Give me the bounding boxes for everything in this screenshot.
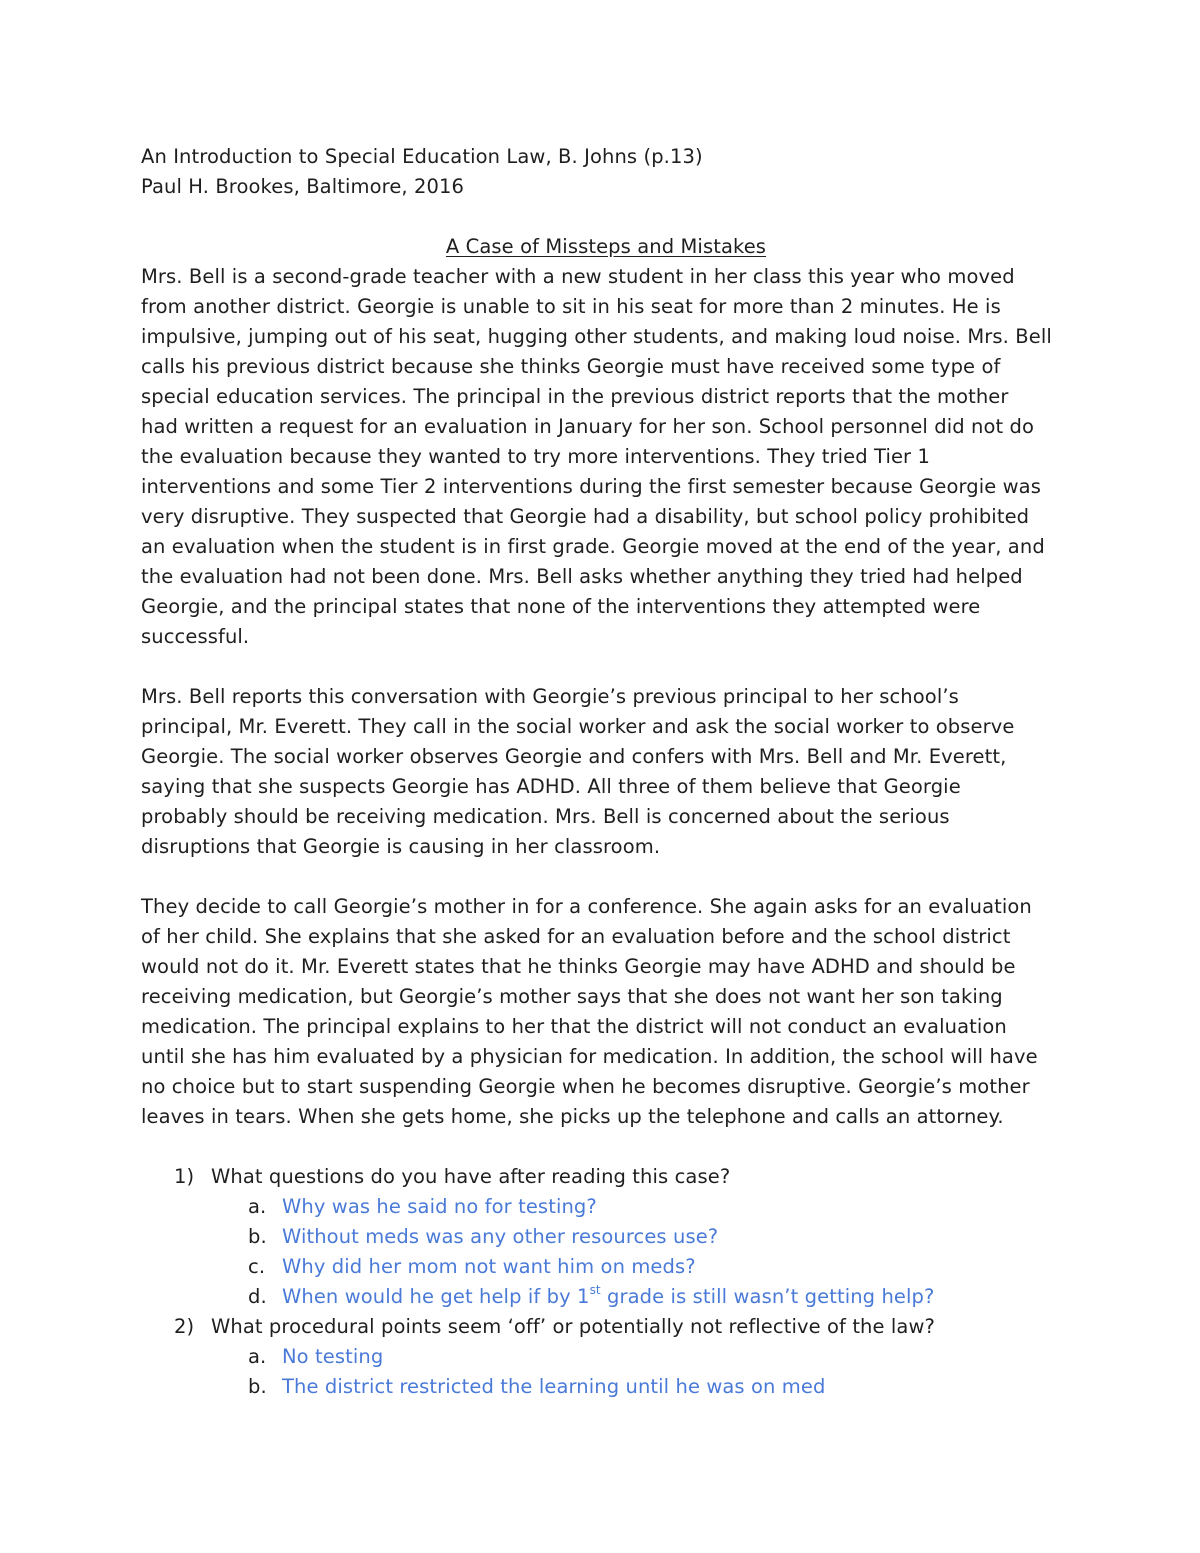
answer-letter: a. bbox=[248, 1345, 267, 1368]
paragraph-line: principal, Mr. Everett. They call in the social worker and ask the social worker to observe bbox=[141, 715, 1015, 738]
case-title: A Case of Missteps and Mistakes bbox=[445, 235, 767, 258]
answer-item bbox=[141, 1192, 1071, 1222]
paragraph-2 bbox=[141, 682, 1071, 862]
document-body bbox=[141, 142, 1071, 1402]
paragraph-line: disruptions that Georgie is causing in her classroom. bbox=[141, 835, 661, 858]
paragraph-spacer bbox=[141, 862, 1071, 892]
paragraph-line: special education services. The principal in the previous district reports that the mother bbox=[141, 385, 1009, 408]
paragraph-line: successful. bbox=[141, 625, 250, 648]
paragraph-line: receiving medication, but Georgie’s mother says that she does not want her son taking bbox=[141, 985, 1003, 1008]
question-list bbox=[141, 1162, 1071, 1402]
question-text: What questions do you have after reading this case? bbox=[211, 1165, 731, 1188]
paragraph-3 bbox=[141, 892, 1071, 1132]
answer-letter: d. bbox=[248, 1285, 267, 1308]
paragraph-line: interventions and some Tier 2 interventions during the first semester because Georgie was bbox=[141, 475, 1041, 498]
paragraph-line: Georgie. The social worker observes Georgie and confers with Mrs. Bell and Mr. Everett, bbox=[141, 745, 1007, 768]
paragraph-line: Georgie, and the principal states that none of the interventions they attempted were bbox=[141, 595, 981, 618]
paragraph-spacer bbox=[141, 1132, 1071, 1162]
answer-text: No testing bbox=[282, 1345, 384, 1368]
question-item bbox=[141, 1162, 1071, 1192]
paragraph-line: probably should be receiving medication. Mrs. Bell is concerned about the serious bbox=[141, 805, 950, 828]
paragraph-line: impulsive, jumping out of his seat, hugging other students, and making loud noise. Mrs. Bell bbox=[141, 325, 1052, 348]
paragraph-line: Mrs. Bell reports this conversation with Georgie’s previous principal to her school’s bbox=[141, 685, 959, 708]
paragraph-line: no choice but to start suspending Georgie when he becomes disruptive. Georgie’s mother bbox=[141, 1075, 1030, 1098]
question-number: 2) bbox=[174, 1315, 195, 1338]
paragraph-line: calls his previous district because she thinks Georgie must have received some type of bbox=[141, 355, 1001, 378]
paragraph-line: of her child. She explains that she asked for an evaluation before and the school district bbox=[141, 925, 1011, 948]
answer-text-after: grade is still wasn’t getting help? bbox=[600, 1285, 935, 1308]
answer-item bbox=[141, 1342, 1071, 1372]
citation-line-1: An Introduction to Special Education Law, B. Johns (p.13) bbox=[141, 145, 703, 168]
answer-text: Why was he said no for testing? bbox=[282, 1195, 597, 1218]
question-item bbox=[141, 1312, 1071, 1342]
answer-text-before: When would he get help if by 1 bbox=[282, 1285, 590, 1308]
paragraph-line: had written a request for an evaluation in January for her son. School personnel did not do bbox=[141, 415, 1035, 438]
answer-item bbox=[141, 1372, 1071, 1402]
paragraph-line: leaves in tears. When she gets home, she picks up the telephone and calls an attorney. bbox=[141, 1105, 1004, 1128]
answer-letter: b. bbox=[248, 1375, 267, 1398]
paragraph-line: They decide to call Georgie’s mother in for a conference. She again asks for an evaluation bbox=[141, 895, 1032, 918]
answer-text: Why did her mom not want him on meds? bbox=[282, 1255, 696, 1278]
ordinal-superscript: st bbox=[589, 1283, 601, 1297]
paragraph-spacer bbox=[141, 652, 1071, 682]
citation-line-2: Paul H. Brookes, Baltimore, 2016 bbox=[141, 175, 465, 198]
answer-letter: b. bbox=[248, 1225, 267, 1248]
paragraph-line: medication. The principal explains to her that the district will not conduct an evaluation bbox=[141, 1015, 1007, 1038]
paragraph-line: would not do it. Mr. Everett states that he thinks Georgie may have ADHD and should be bbox=[141, 955, 1016, 978]
answer-item bbox=[141, 1252, 1071, 1282]
paragraph-line: the evaluation because they wanted to try more interventions. They tried Tier 1 bbox=[141, 445, 930, 468]
paragraph-line: an evaluation when the student is in first grade. Georgie moved at the end of the year, and bbox=[141, 535, 1045, 558]
paragraph-line: Mrs. Bell is a second-grade teacher with a new student in her class this year who moved bbox=[141, 265, 1015, 288]
paragraph-line: from another district. Georgie is unable to sit in his seat for more than 2 minutes. He is bbox=[141, 295, 1001, 318]
answer-letter: c. bbox=[248, 1255, 266, 1278]
paragraph-line: until she has him evaluated by a physician for medication. In addition, the school will have bbox=[141, 1045, 1038, 1068]
answer-item bbox=[141, 1222, 1071, 1252]
paragraph-line: very disruptive. They suspected that Georgie had a disability, but school policy prohibited bbox=[141, 505, 1030, 528]
answer-text bbox=[282, 1282, 934, 1312]
answer-item bbox=[141, 1282, 1071, 1312]
paragraph-line: the evaluation had not been done. Mrs. Bell asks whether anything they tried had helped bbox=[141, 565, 1023, 588]
paragraph-line: saying that she suspects Georgie has ADHD. All three of them believe that Georgie bbox=[141, 775, 961, 798]
question-text: What procedural points seem ‘off’ or potentially not reflective of the law? bbox=[211, 1315, 935, 1338]
answer-text: The district restricted the learning until he was on med bbox=[282, 1375, 826, 1398]
question-number: 1) bbox=[174, 1165, 195, 1188]
paragraph-1 bbox=[141, 262, 1071, 652]
answer-text: Without meds was any other resources use? bbox=[282, 1225, 719, 1248]
answer-letter: a. bbox=[248, 1195, 267, 1218]
